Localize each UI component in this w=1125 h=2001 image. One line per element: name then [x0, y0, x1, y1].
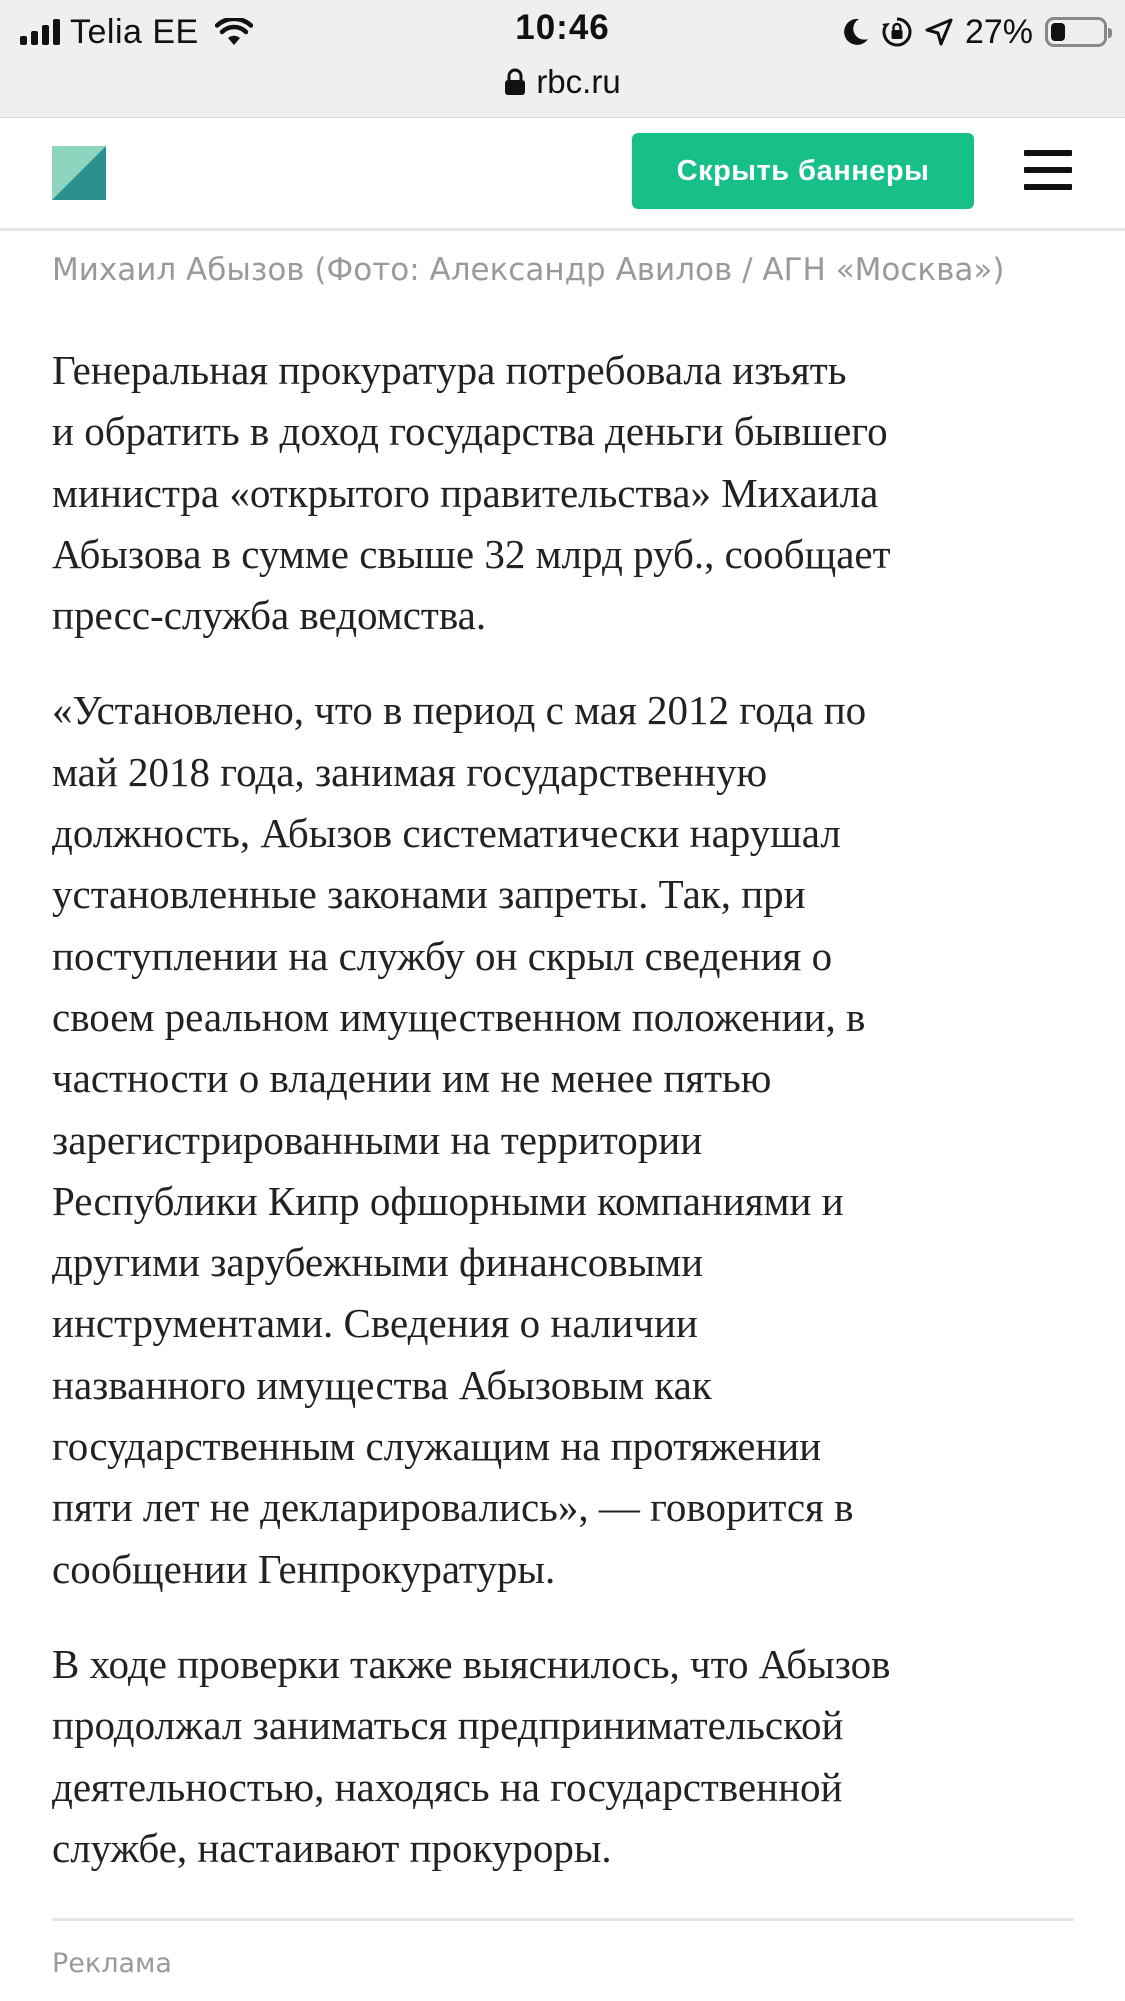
paragraph-line: и обратить в доход государства деньги бывшего	[52, 408, 888, 455]
moon-icon	[841, 17, 869, 47]
paragraph-line: Абызова в сумме свыше 32 млрд руб., сообщает	[52, 530, 891, 577]
lock-icon	[504, 68, 526, 96]
paragraph-line: «Установлено, что в период с мая 2012 года по	[52, 687, 867, 734]
paragraph-line: инструментами. Сведения о наличии	[52, 1300, 698, 1347]
paragraph-line: другими зарубежными финансовыми	[52, 1239, 704, 1286]
paragraph-line: деятельностью, находясь на государственной	[52, 1763, 843, 1810]
paragraph-line: должность, Абызов систематически нарушал	[52, 810, 841, 857]
paragraph-line: пяти лет не декларировались», — говорится в	[52, 1484, 854, 1531]
site-header	[0, 118, 1125, 231]
status-time: 10:46	[515, 8, 610, 47]
paragraph-line: Республики Кипр офшорными компаниями и	[52, 1177, 844, 1224]
paragraph-line: частности о владении им не менее пятью	[52, 1055, 772, 1102]
paragraph-line: В ходе проверки также выяснилось, что Абызов	[52, 1640, 891, 1687]
url-text: rbc.ru	[536, 63, 621, 100]
battery-percent: 27%	[964, 12, 1033, 51]
article-paragraph	[52, 1634, 1092, 1879]
article-body	[52, 340, 1092, 1913]
battery-level	[1051, 23, 1065, 41]
status-bar	[0, 0, 1125, 62]
location-icon	[925, 18, 953, 46]
battery-icon	[1045, 17, 1107, 47]
paragraph-line: май 2018 года, занимая государственную	[52, 748, 768, 795]
paragraph-line: пресс-служба ведомства.	[52, 592, 487, 639]
paragraph-line: поступлении на службу он скрыл сведения о	[52, 932, 833, 979]
article-paragraph	[52, 340, 1092, 646]
paragraph-line: министра «открытого правительства» Михаила	[52, 469, 879, 516]
ad-divider	[52, 1918, 1074, 1921]
rbc-logo[interactable]	[52, 146, 106, 200]
carrier-name: Telia EE	[70, 12, 199, 51]
paragraph-line: Генеральная прокуратура потребовала изъять	[52, 347, 847, 393]
ad-label: Реклама	[52, 1948, 172, 1979]
rotation-lock-icon	[881, 16, 913, 48]
hamburger-menu-icon[interactable]	[1024, 150, 1072, 190]
paragraph-line: государственным служащим на протяжении	[52, 1423, 822, 1470]
status-area	[0, 0, 1125, 118]
paragraph-line: службе, настаивают прокуроры.	[52, 1824, 612, 1871]
status-right	[841, 10, 1107, 54]
photo-caption: Михаил Абызов (Фото: Александр Авилов / АГН «Москва»)	[52, 252, 1005, 288]
article-paragraph	[52, 680, 1092, 1599]
address-bar[interactable]	[0, 60, 1125, 104]
paragraph-line: названного имущества Абызовым как	[52, 1361, 712, 1408]
paragraph-line: своем реальном имущественном положении, в	[52, 993, 866, 1040]
paragraph-line: установленные законами запреты. Так, при	[52, 871, 806, 918]
hide-banners-button[interactable]: Скрыть баннеры	[632, 133, 974, 209]
paragraph-line: зарегистрированными на территории	[52, 1116, 703, 1163]
paragraph-line: сообщении Генпрокуратуры.	[52, 1545, 556, 1592]
paragraph-line: продолжал заниматься предпринимательской	[52, 1702, 844, 1749]
